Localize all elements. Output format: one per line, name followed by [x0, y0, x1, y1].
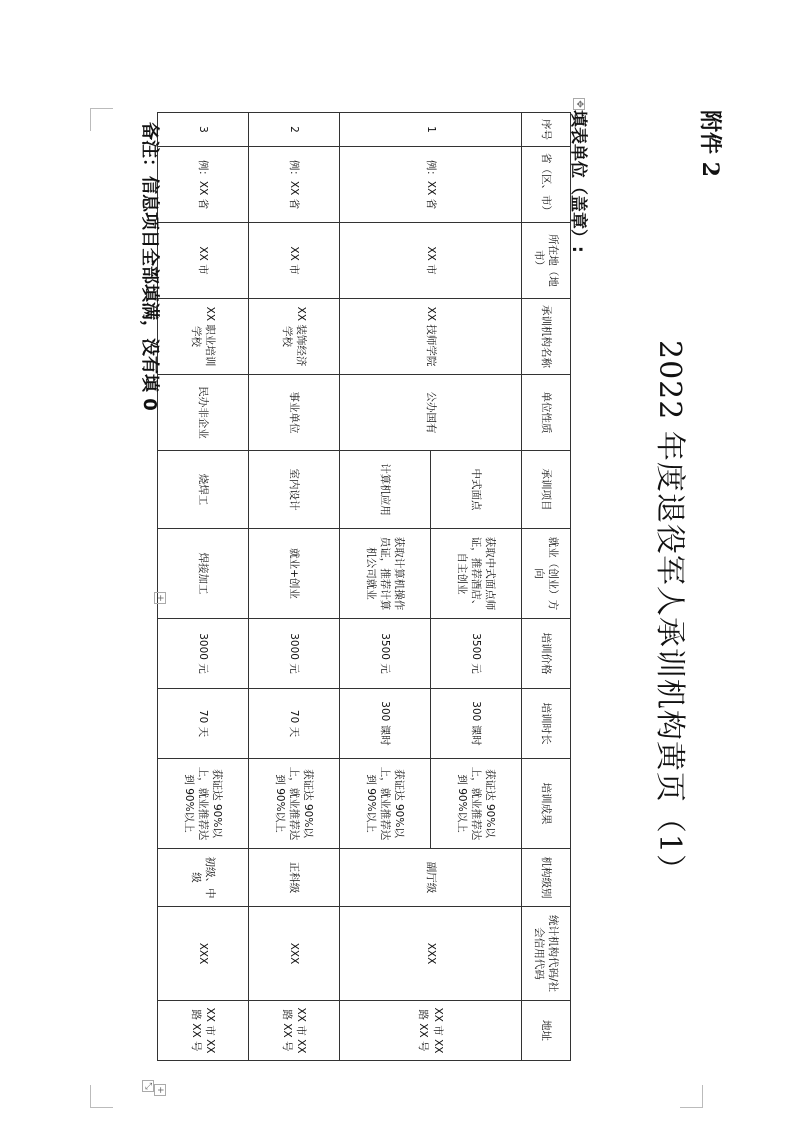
cell-result: 获证达 90%以上，就业推荐达到 90%以上: [158, 759, 249, 849]
cell-address: XX 市 XX 路 XX 号: [340, 1001, 522, 1061]
cell-no: 2: [249, 113, 340, 147]
cell-province: 例：XX 省: [340, 147, 522, 223]
attachment-label: 附件 2: [697, 110, 723, 177]
cell-city: XX 市: [340, 223, 522, 299]
cell-result: 获证达 90%以上，就业推荐达到 90%以上: [249, 759, 340, 849]
header-cell: 培训价格: [522, 619, 571, 689]
cell-code: XXX: [340, 907, 522, 1001]
cell-direction: 就业+创业: [249, 529, 340, 619]
add-column-handle-end[interactable]: +: [154, 1084, 166, 1096]
crop-mark: [90, 108, 113, 131]
header-cell: 单位性质: [522, 375, 571, 451]
cell-nature: 民办非企业: [158, 375, 249, 451]
cell-price: 3500 元: [431, 619, 522, 689]
cell-project: 烧焊工: [158, 451, 249, 529]
cell-code: XXX: [158, 907, 249, 1001]
cell-city: XX 市: [158, 223, 249, 299]
cell-direction: 焊接加工: [158, 529, 249, 619]
cell-duration: 70 天: [249, 689, 340, 759]
cell-nature: 事业单位: [249, 375, 340, 451]
cell-level: 副厅级: [340, 849, 522, 907]
cell-org-name: XX 装饰经济学校: [249, 299, 340, 375]
cell-duration: 300 课时: [340, 689, 431, 759]
cell-result: 获证达 90%以上，就业推荐达到 90%以上: [431, 759, 522, 849]
cell-address: XX 市 XX 路 XX 号: [158, 1001, 249, 1061]
header-cell: 序号: [522, 113, 571, 147]
crop-mark: [90, 1085, 113, 1108]
yellow-pages-table: [157, 112, 571, 1061]
table-row: [249, 113, 340, 1061]
table-row: [431, 113, 522, 1061]
cell-no: 3: [158, 113, 249, 147]
cell-project: 中式面点: [431, 451, 522, 529]
cell-no: 1: [340, 113, 522, 147]
cell-org-name: XX 职业培训学校: [158, 299, 249, 375]
header-cell: 机构级别: [522, 849, 571, 907]
crop-mark: [680, 1085, 703, 1108]
cell-duration: 300 课时: [431, 689, 522, 759]
table-row: [158, 113, 249, 1061]
cell-direction: 获取计算机操作员证，推荐计算机公司就业: [340, 529, 431, 619]
cell-province: 例：XX 省: [249, 147, 340, 223]
header-cell: 培训成果: [522, 759, 571, 849]
cell-level: 初级、中级: [158, 849, 249, 907]
table-resize-handle[interactable]: ⤡: [142, 1080, 154, 1092]
header-cell: 地址: [522, 1001, 571, 1061]
cell-price: 3000 元: [249, 619, 340, 689]
cell-project: 室内设计: [249, 451, 340, 529]
cell-level: 正科级: [249, 849, 340, 907]
header-cell: 就业（创业）方向: [522, 529, 571, 619]
cell-project: 计算机应用: [340, 451, 431, 529]
cell-city: XX 市: [249, 223, 340, 299]
cell-nature: 公办国有: [340, 375, 522, 451]
cell-price: 3500 元: [340, 619, 431, 689]
header-cell: 承训项目: [522, 451, 571, 529]
filler-label: 填表单位（盖章）:: [568, 110, 588, 253]
add-column-handle[interactable]: +: [154, 592, 166, 604]
cell-address: XX 市 XX 路 XX 号: [249, 1001, 340, 1061]
header-cell: 统计机构代码/社会信用代码: [522, 907, 571, 1001]
cell-code: XXX: [249, 907, 340, 1001]
cell-province: 例：XX 省: [158, 147, 249, 223]
table-move-handle[interactable]: ✥: [573, 98, 585, 110]
cell-direction: 获取中式面点师证，推荐酒店、自主创业: [431, 529, 522, 619]
cell-price: 3000 元: [158, 619, 249, 689]
header-cell: 省（区、市）: [522, 147, 571, 223]
header-cell: 所在地（地市）: [522, 223, 571, 299]
page-title: 2022 年度退役军人承训机构黄页（1）: [652, 340, 687, 885]
header-cell: 培训时长: [522, 689, 571, 759]
header-cell: 承训机构名称: [522, 299, 571, 375]
table-header-row: [522, 113, 571, 1061]
cell-duration: 70 天: [158, 689, 249, 759]
cell-org-name: XX 技师学院: [340, 299, 522, 375]
remark-note: 备注：信息项目全部填满，没有填 0: [139, 122, 160, 411]
cell-result: 获证达 90%以上，就业推荐达到 90%以上: [340, 759, 431, 849]
